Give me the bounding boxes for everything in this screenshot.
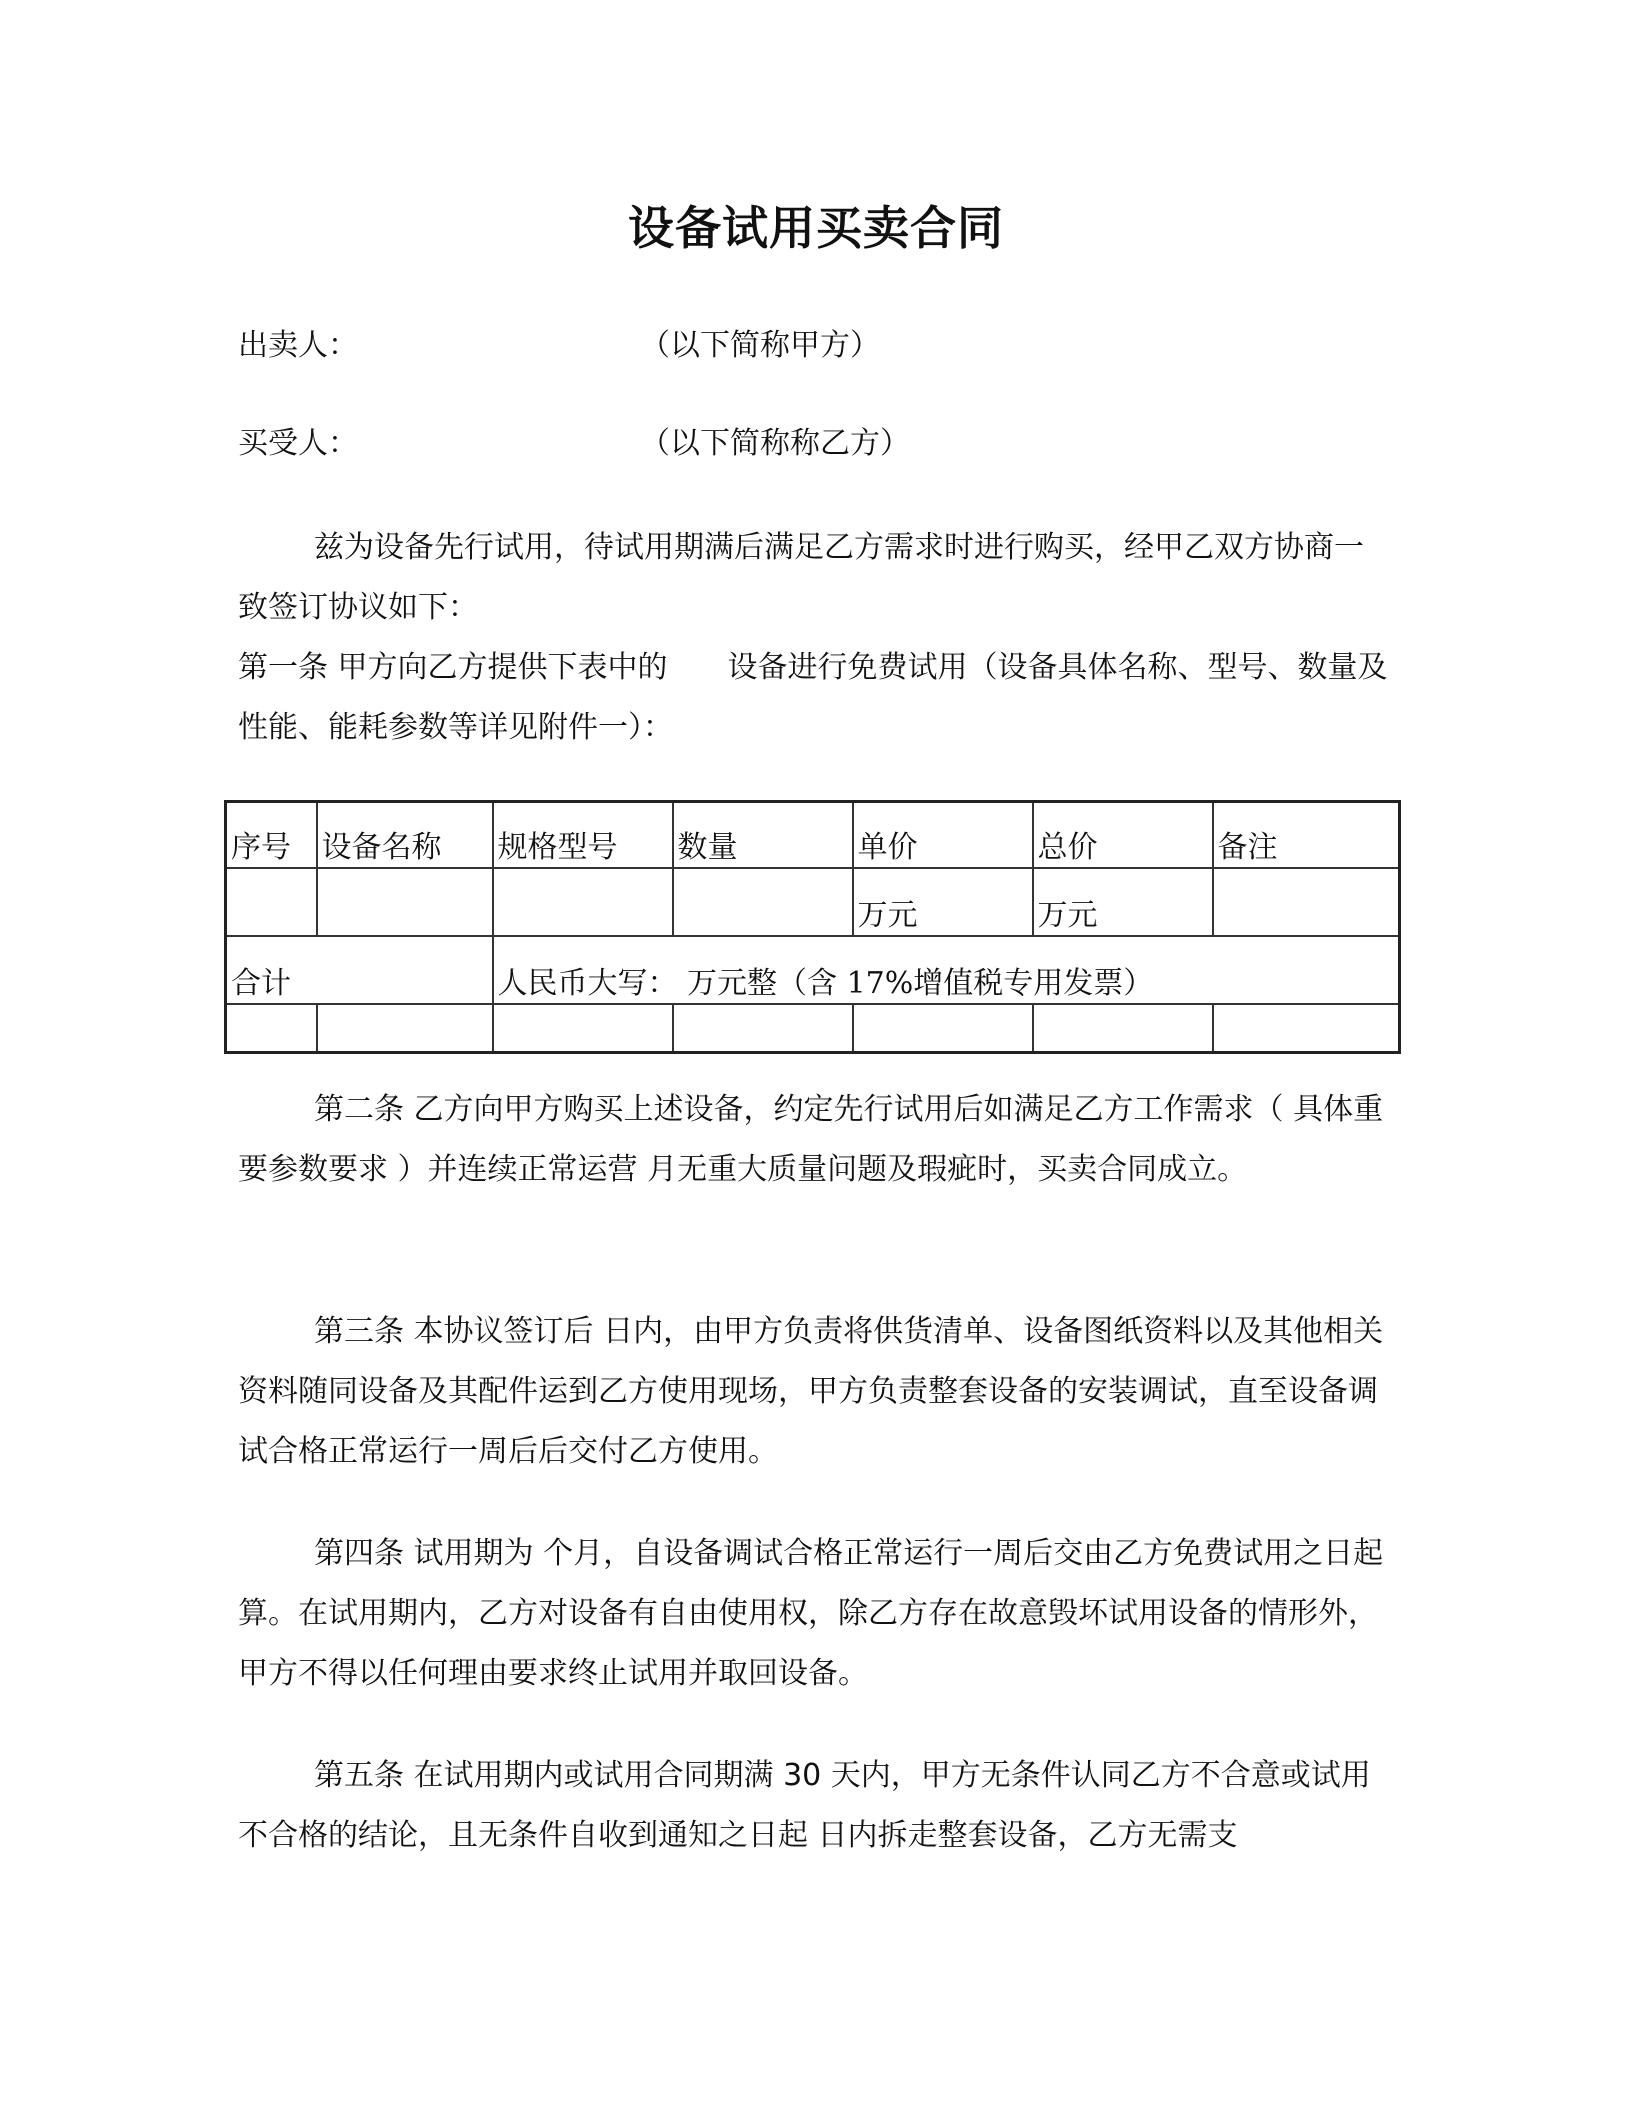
equipment-table	[224, 800, 1401, 1054]
seller-note: （以下简称甲方）	[640, 328, 880, 363]
table-cell	[226, 868, 317, 936]
header-cell-name: 设备名称	[317, 802, 493, 869]
table-header-row	[226, 802, 1400, 869]
total-label-cell: 合计	[226, 936, 493, 1004]
article-5: 第五条 在试用期内或试用合同期满 30 天内，甲方无条件认同乙方不合意或试用不合格的结论，且无条件自收到通知之日起 日内拆走整套设备，乙方无需支	[238, 1758, 1371, 1853]
seller-label: 出卖人：	[238, 328, 358, 363]
table-total-row	[226, 936, 1400, 1004]
intro-paragraph: 兹为设备先行试用，待试用期满后满足乙方需求时进行购买，经甲乙双方协商一致签订协议如下：	[238, 530, 1364, 625]
table-row	[226, 868, 1400, 936]
table-cell	[226, 1004, 317, 1053]
header-cell-total-price: 总价	[1033, 802, 1213, 869]
header-cell-model: 规格型号	[493, 802, 673, 869]
table-cell	[853, 1004, 1033, 1053]
table-cell	[1033, 1004, 1213, 1053]
table-cell	[673, 1004, 853, 1053]
buyer-note: （以下简称称乙方）	[640, 426, 910, 461]
table-cell	[1213, 868, 1400, 936]
contract-title: 设备试用买卖合同	[628, 201, 1004, 255]
header-cell-index: 序号	[226, 802, 317, 869]
unit-price-cell: 万元	[853, 868, 1033, 936]
table-cell	[493, 868, 673, 936]
table-row	[226, 1004, 1400, 1053]
buyer-label: 买受人：	[238, 426, 358, 461]
header-cell-remarks: 备注	[1213, 802, 1400, 869]
header-cell-unit-price: 单价	[853, 802, 1033, 869]
total-amount-cell: 人民币大写： 万元整（含 17%增值税专用发票）	[493, 936, 1400, 1004]
table-cell	[493, 1004, 673, 1053]
table-cell	[1213, 1004, 1400, 1053]
article-3: 第三条 本协议签订后 日内，由甲方负责将供货清单、设备图纸资料以及其他相关资料随同设备及其配件运到乙方使用现场，甲方负责整套设备的安装调试，直至设备调试合格正常运行一周后后交付乙方使用。	[238, 1314, 1384, 1469]
total-price-cell: 万元	[1033, 868, 1213, 936]
article-4: 第四条 试用期为 个月，自设备调试合格正常运行一周后交由乙方免费试用之日起算。在试用期内，乙方对设备有自由使用权，除乙方存在故意毁坏试用设备的情形外，甲方不得以任何理由要求终止试用并取回设备。	[238, 1536, 1384, 1691]
header-cell-quantity: 数量	[673, 802, 853, 869]
table-cell	[317, 1004, 493, 1053]
article-2: 第二条 乙方向甲方购买上述设备，约定先行试用后如满足乙方工作需求（ 具体重要参数要求 ）并连续正常运营 月无重大质量问题及瑕疵时，买卖合同成立。	[238, 1092, 1384, 1187]
article-1: 第一条 甲方向乙方提供下表中的 设备进行免费试用（设备具体名称、型号、数量及性能、能耗参数等详见附件一）：	[238, 650, 1388, 745]
table-cell	[317, 868, 493, 936]
table-cell	[673, 868, 853, 936]
